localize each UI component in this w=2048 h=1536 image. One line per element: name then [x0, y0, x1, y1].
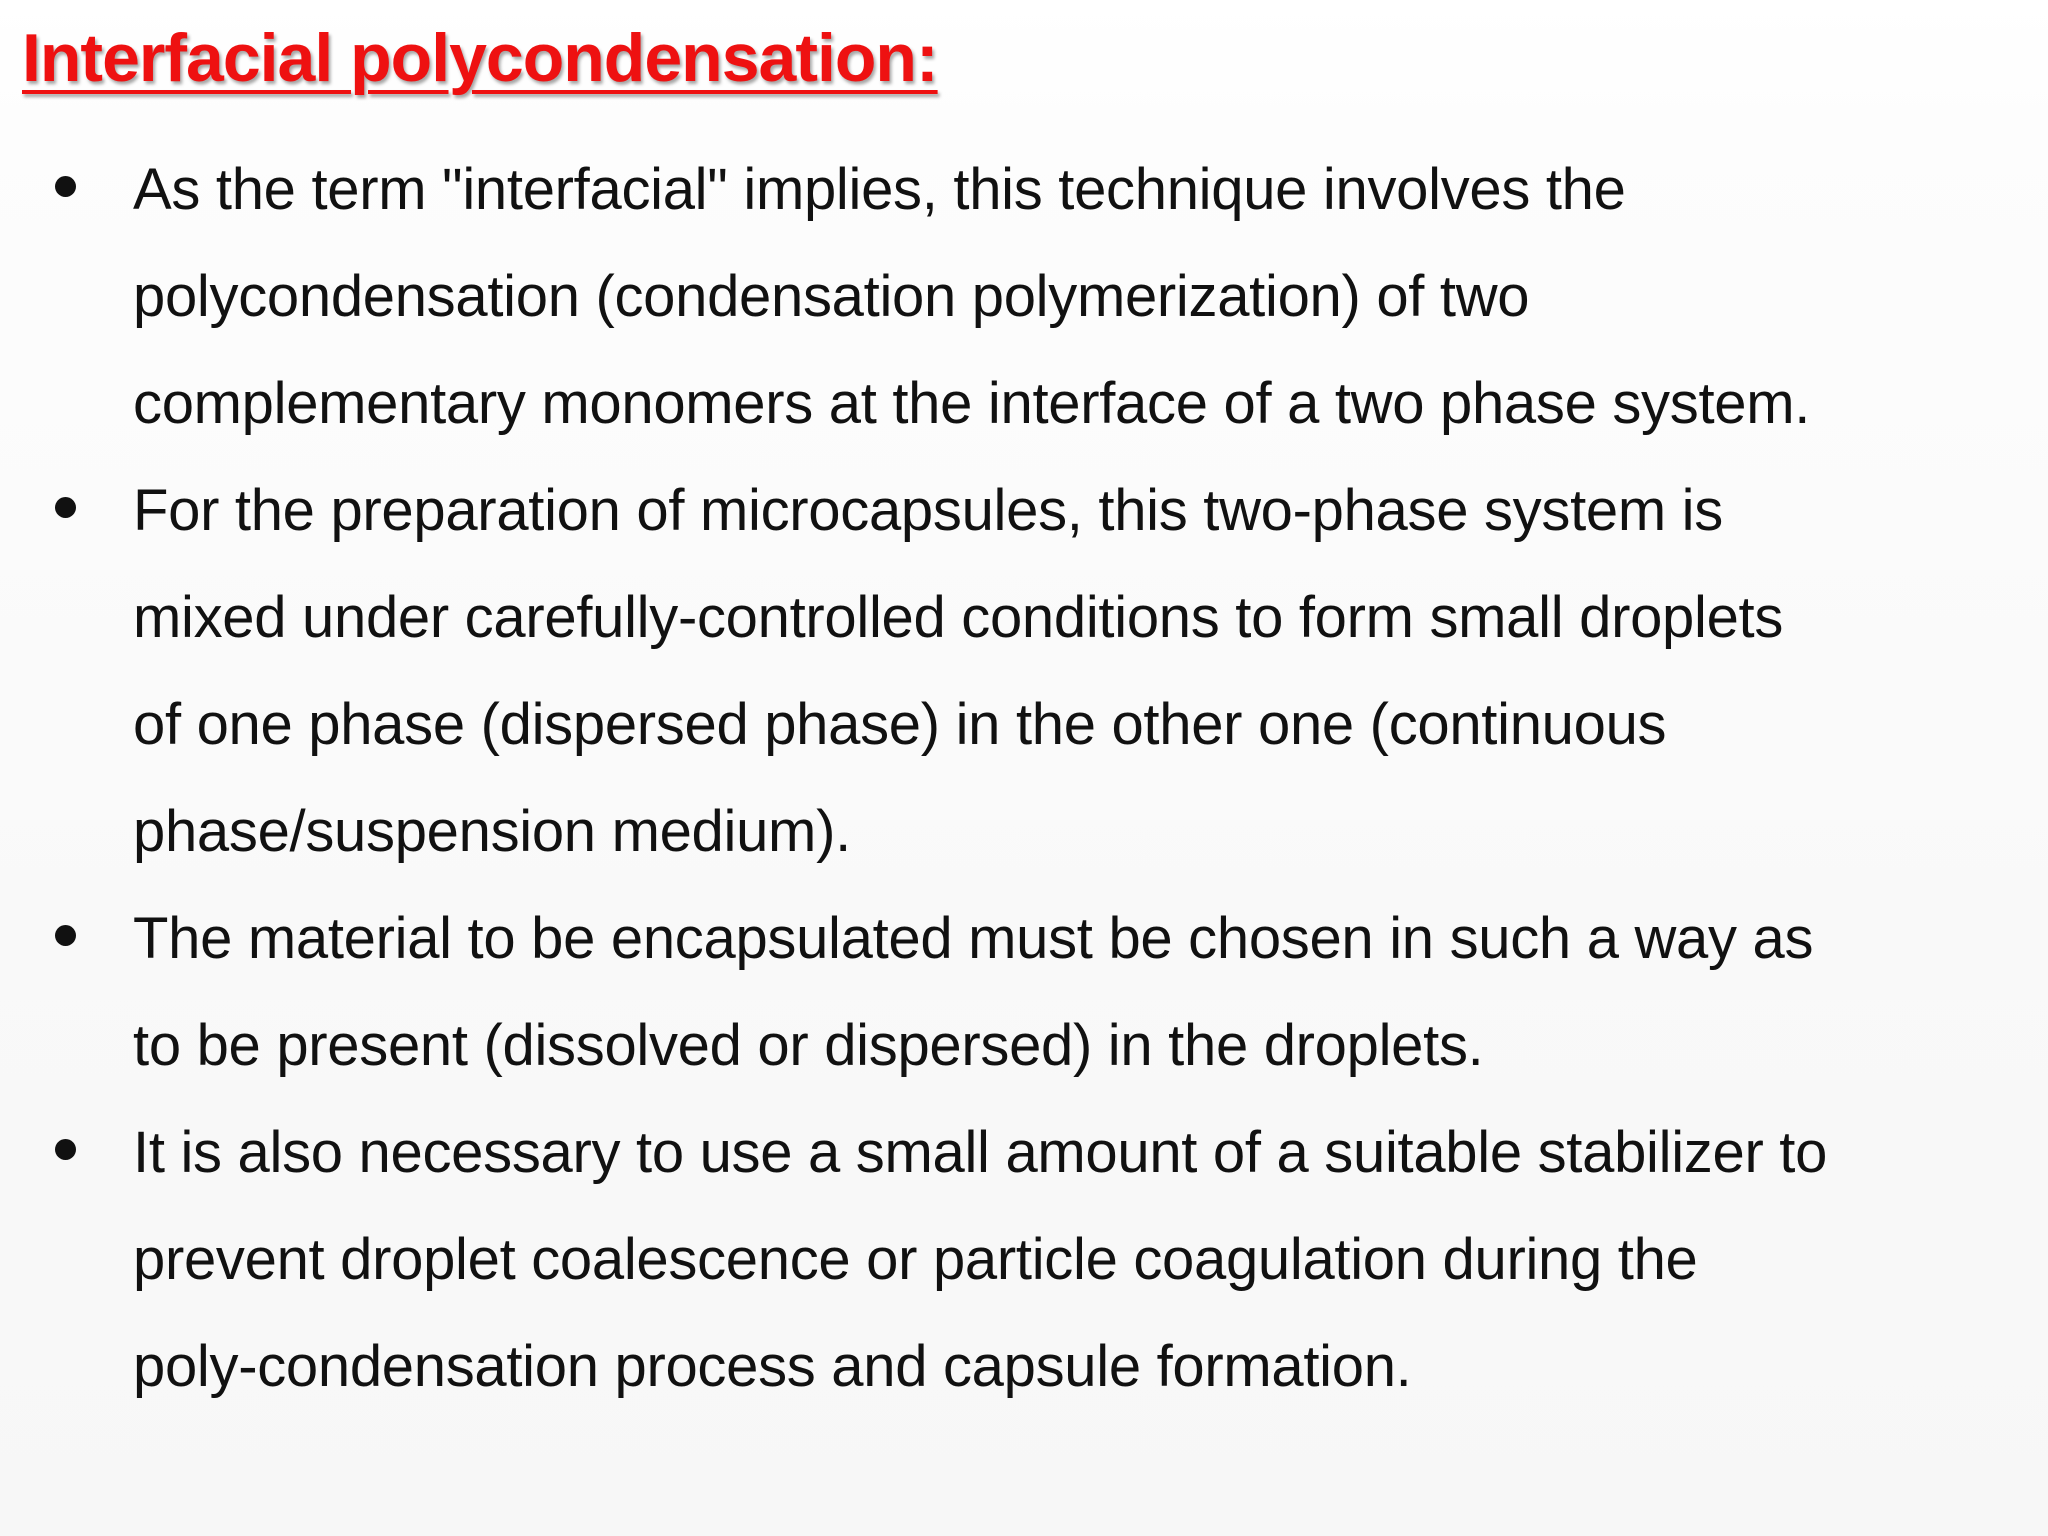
bullet-item — [0, 1099, 2013, 1420]
bullet-text-line: mixed under carefully-controlled conditions to form small droplets — [133, 585, 1784, 650]
bullet-item — [0, 136, 2013, 457]
bullet-dot-icon — [55, 497, 76, 518]
bullet-dot-icon — [55, 1139, 76, 1160]
bullet-text-line: of one phase (dispersed phase) in the other one (continuous — [133, 692, 1667, 757]
bullet-dot-icon — [55, 176, 76, 197]
slide-title: Interfacial polycondensation: — [22, 20, 938, 96]
bullet-text-line: to be present (dissolved or dispersed) in the droplets. — [133, 1013, 1484, 1078]
bullet-dot-icon — [55, 925, 76, 946]
bullet-text-line: It is also necessary to use a small amount of a suitable stabilizer to — [133, 1120, 1828, 1185]
bullet-text-line: prevent droplet coalescence or particle coagulation during the — [133, 1227, 1698, 1292]
bullet-text-line: poly-condensation process and capsule formation. — [133, 1334, 1412, 1399]
bullet-item — [0, 885, 2013, 1099]
bullet-text-line: complementary monomers at the interface of a two phase system. — [133, 371, 1811, 436]
bullet-text-line: As the term "interfacial" implies, this technique involves the — [133, 157, 1626, 222]
bullet-text-line: The material to be encapsulated must be chosen in such a way as — [133, 906, 1814, 971]
bullet-text-line: polycondensation (condensation polymerization) of two — [133, 264, 1530, 329]
bullet-list — [0, 136, 2048, 1420]
bullet-text-line: phase/suspension medium). — [133, 799, 851, 864]
bullet-text-line: For the preparation of microcapsules, this two-phase system is — [133, 478, 1723, 543]
bullet-item — [0, 457, 2013, 885]
